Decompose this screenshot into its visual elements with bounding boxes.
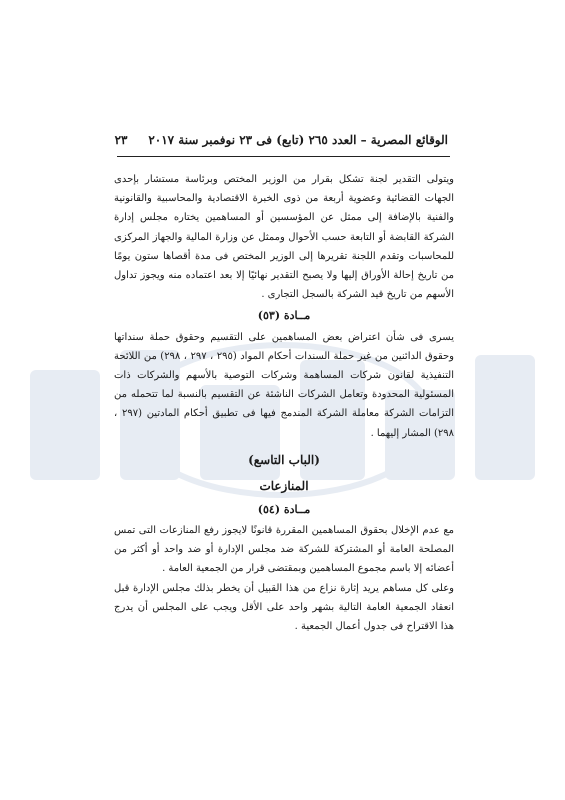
article-53-heading: مــادة (٥٣) [257, 309, 311, 323]
header-rule [117, 156, 450, 157]
document-body [114, 170, 454, 636]
page-header [114, 133, 448, 147]
paragraph-3: مع عدم الإخلال بحقوق المساهمين المقررة قانونًا لايجوز رفع المنازعات التى تمس المصلحة العامة أو المشتركة للشركة ضد مجلس الإدارة أو ضد واحد أو أكثر من أعضائه إلا باسم مجموع المساهمين وبمقتضى قرار من الجمعية العامة . [114, 525, 454, 575]
chapter-heading: (الباب التاسع) [248, 452, 320, 467]
header-title: الوقائع المصرية – العدد ٢٦٥ (تابع) فى ٢٣ نوفمبر سنة ٢٠١٧ [148, 133, 448, 147]
page-number: ٢٣ [114, 133, 128, 147]
paragraph-2: يسرى فى شأن اعتراض بعض المساهمين على التقسيم وحقوق حملة سنداتها وحقوق الدائنين من غير حملة السندات أحكام المواد (٢٩٥ ، ٢٩٧ ، ٢٩٨) من اللائحة التنفيذية لقانون شركات المساهمة وشركات التوصية بالأسهم والشركات ذات المسئولية المحدودة وتعامل الشركات الناشئة عن التقسيم بالنسبة لما تتحمله من التزامات الشركة معاملة الشركة المندمج فيها فى تطبيق أحكام المادتين (٢٩٧ ، ٢٩٨) المشار إليهما . [114, 331, 455, 439]
paragraph-1: ويتولى التقدير لجنة تشكل بقرار من الوزير المختص وبرئاسة مستشار بإحدى الجهات القضائية وعضوية أربعة من ذوى الخبرة الاقتصادية والمحاسبية والقانونية والفنية بالإضافة إلى ممثل عن المؤسسين أو المساهمين يختاره مجلس إدارة الشركة القابضة أو التابعة حسب الأحوال وممثل عن وزارة المالية والجهاز المركزى للمحاسبات وتقدم اللجنة تقريرها إلى الوزير المختص فى مدة أقصاها ستون يومًا من تاريخ إحالة الأوراق إليها ولا يصبح التقدير نهائيًا إلا بعد اعتماده منه ويجوز تداول الأسهم من تاريخ قيد الشركة بالسجل التجارى . [114, 174, 454, 301]
article-54-heading: مــادة (٥٤) [257, 502, 311, 516]
paragraph-4: وعلى كل مساهم يريد إثارة نزاع من هذا القبيل أن يخطر بذلك مجلس الإدارة قبل انعقاد الجمعية العامة التالية بشهر واحد على الأقل ويجب على المجلس أن يدرج هذا الاقتراح فى جدول أعمال الجمعية . [114, 582, 454, 633]
chapter-title: المنازعات [259, 478, 309, 493]
